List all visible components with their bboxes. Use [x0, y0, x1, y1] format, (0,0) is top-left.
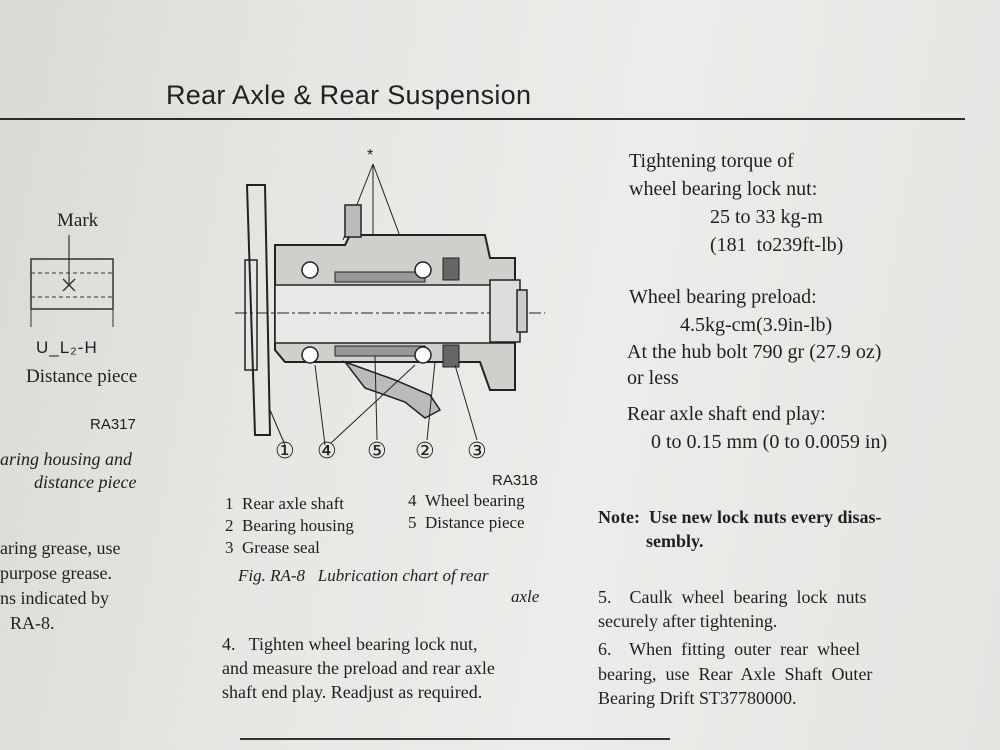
header-divider [0, 118, 965, 120]
legend-num: 2 [225, 516, 234, 535]
note-line1: Note: Use new lock nuts every disas- [598, 507, 882, 527]
legend-item-2 [225, 516, 354, 536]
figure-code-ra318: RA318 [492, 472, 538, 489]
step6-line2: bearing, use Rear Axle Shaft Outer [598, 664, 873, 684]
rear-axle-cross-section-diagram [225, 140, 565, 480]
left-body-line2: purpose grease. [0, 563, 112, 583]
step4-line3: shaft end play. Readjust as required. [222, 682, 483, 702]
note-line2: sembly. [646, 531, 704, 551]
legend-item-4 [408, 491, 525, 511]
preload-label: Wheel bearing preload: [629, 286, 817, 308]
legend-num: 1 [225, 494, 234, 513]
legend-num: 5 [408, 513, 417, 532]
callout-3: ③ [467, 438, 487, 463]
torque-label-1: Tightening torque of [629, 150, 794, 172]
legend-label: Rear axle shaft [242, 494, 344, 513]
left-caption-line1: aring housing and [0, 449, 133, 469]
hub-bolt-line2: or less [627, 367, 679, 389]
legend-num: 3 [225, 538, 234, 557]
legend-num: 4 [408, 491, 417, 510]
legend-label: Distance piece [425, 513, 525, 532]
figure-caption-line1: Fig. RA-8 Lubrication chart of rear [238, 566, 489, 585]
legend-item-1 [225, 494, 344, 514]
distance-piece-sketch [25, 235, 125, 330]
part-name-label: Distance piece [26, 366, 138, 387]
legend-label: Grease seal [242, 538, 320, 557]
figure-code-ra317: RA317 [90, 416, 136, 433]
left-caption-line2: distance piece [34, 472, 137, 492]
endplay-label: Rear axle shaft end play: [627, 403, 826, 425]
legend-item-3 [225, 538, 320, 558]
legend-item-5 [408, 513, 525, 533]
callout-4: ④ [317, 438, 337, 463]
page-title: Rear Axle & Rear Suspension [166, 80, 532, 110]
step6-line3: Bearing Drift ST37780000. [598, 688, 797, 708]
asterisk-mark: * [367, 147, 374, 164]
step5-line1: 5. Caulk wheel bearing lock nuts [598, 587, 867, 607]
torque-value-2: (181 to239ft-lb) [710, 234, 844, 256]
left-body-line1: aring grease, use [0, 538, 121, 558]
torque-value-1: 25 to 33 kg-m [710, 206, 823, 228]
step4-line1: 4. Tighten wheel bearing lock nut, [222, 634, 478, 654]
step6-line1: 6. When fitting outer rear wheel [598, 639, 861, 659]
callout-5: ⑤ [367, 438, 387, 463]
footer-divider [240, 738, 670, 740]
left-body-line3: ns indicated by [0, 588, 109, 608]
callout-2: ② [415, 438, 435, 463]
preload-value: 4.5kg-cm(3.9in-lb) [680, 314, 833, 336]
step5-line2: securely after tightening. [598, 611, 778, 631]
step4-line2: and measure the preload and rear axle [222, 658, 495, 678]
legend-label: Bearing housing [242, 516, 354, 535]
dimension-label: U_L₂-H [36, 338, 98, 357]
hub-bolt-line1: At the hub bolt 790 gr (27.9 oz) [627, 341, 882, 363]
figure-caption-line2: axle [511, 587, 540, 606]
left-body-line4: RA-8. [10, 613, 55, 633]
mark-label: Mark [57, 210, 99, 231]
endplay-value: 0 to 0.15 mm (0 to 0.0059 in) [651, 431, 888, 453]
callout-1: ① [275, 438, 295, 463]
torque-label-2: wheel bearing lock nut: [629, 178, 818, 200]
legend-label: Wheel bearing [425, 491, 525, 510]
